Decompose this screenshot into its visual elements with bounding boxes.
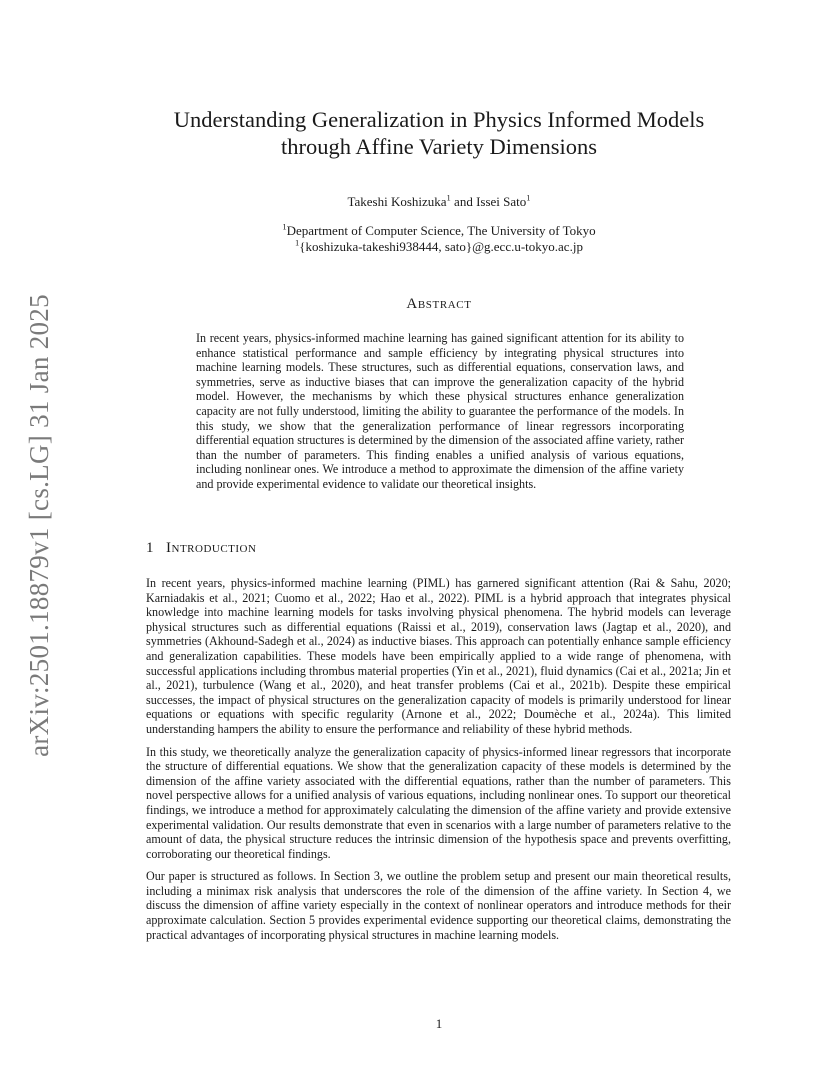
paper-title-line-2: through Affine Variety Dimensions	[280, 134, 597, 159]
section-1-number: 1	[146, 540, 154, 556]
page-number: 1	[435, 1016, 443, 1031]
author-1-affiliation-mark: 1	[446, 192, 451, 203]
affiliation-department: Department of Computer Science, The University of Tokyo	[286, 223, 596, 238]
affiliation-email-line	[100, 239, 778, 255]
author-list	[100, 193, 778, 211]
introduction-paragraph-2: In this study, we theoretically analyze the generalization capacity of physics-informed linear regressors that incorporate the structure of differential equations. We show that the generalization capacity of these models is determined by the dimension of the affine variety associated with the differential equations, rather than the number of parameters. This novel perspective allows for a unified analysis of various equations, including nonlinear ones. To support our theoretical findings, we introduce a method for approximately calculating the dimension of the affine variety and provide extensive experimental validation. Our results demonstrate that even in scenarios with a large number of parameters relative to the amount of data, the physical structure reduces the intrinsic dimension of the hypothesis space and prevents overfitting, corroborating our theoretical findings.	[146, 744, 731, 861]
arxiv-identifier-text: arXiv:2501.18879v1 [cs.LG] 31 Jan 2025	[23, 293, 54, 757]
introduction-body	[146, 576, 731, 950]
paper-title	[100, 106, 778, 160]
abstract-heading: Abstract	[406, 296, 472, 312]
author-emails: {koshizuka-takeshi938444, sato}@g.ecc.u-tokyo.ac.jp	[299, 239, 583, 254]
introduction-paragraph-3: Our paper is structured as follows. In Section 3, we outline the problem setup and present our main theoretical results, including a minimax risk analysis that underscores the role of the dimension of the affine variety. In Section 4, we discuss the dimension of affine variety especially in the context of nonlinear operators and introduce methods for their approximate calculation. Section 5 provides experimental evidence supporting our theoretical claims, demonstrating the practical advantages of incorporating physical structures in machine learning models.	[146, 869, 731, 942]
paper-title-line-1: Understanding Generalization in Physics Informed Models	[173, 107, 705, 132]
section-1-heading	[146, 540, 256, 557]
affiliation-department-line	[100, 223, 778, 239]
author-connector: and	[454, 194, 473, 209]
affiliation-mark: 1	[282, 221, 287, 232]
author-2-affiliation-mark: 1	[526, 192, 531, 203]
author-1-name: Takeshi Koshizuka	[347, 194, 447, 209]
author-2-name: Issei Sato	[476, 194, 527, 209]
arxiv-identifier-stamp	[14, 290, 64, 760]
email-affiliation-mark: 1	[295, 237, 300, 248]
affiliation-block	[100, 223, 778, 255]
section-1-title: Introduction	[166, 540, 257, 556]
introduction-paragraph-1: In recent years, physics-informed machine learning (PIML) has garnered significant attention (Rai & Sahu, 2020; Karniadakis et al., 2021; Cuomo et al., 2022; Hao et al., 2022). PIML is a hybrid approach that integrates physical knowledge into machine learning models for tasks involving physical phenomena. The hybrid models can leverage physical structures such as differential equations (Raissi et al., 2019), conservation laws (Jagtap et al., 2020), and symmetries (Akhound-Sadegh et al., 2024) as inductive biases. This approach can potentially enhance sample efficiency and generalization capabilities. These models have been empirically applied to a wide range of phenomena, with successful applications including thrombus material properties (Yin et al., 2021), fluid dynamics (Cai et al., 2021a; Jin et al., 2021), turbulence (Wang et al., 2020), and heat transfer problems (Cai et al., 2021b). Despite these empirical successes, the impact of physical structures on the generalization capacity of models is primarily understood for linear equations or equations with specific regularity (Arnone et al., 2022; Doumèche et al., 2024a). This limited understanding hampers the ability to ensure the performance and reliability of these hybrid methods.	[146, 576, 731, 736]
abstract-text: In recent years, physics-informed machine learning has gained significant attention for its ability to enhance statistical performance and sample efficiency by integrating physical structures into machine learning models. These structures, such as differential equations, conservation laws, and symmetries, serve as inductive biases that can improve the generalization capacity of the hybrid model. However, the mechanisms by which these physical structures enhance generalization capacity are not fully understood, limiting the ability to guarantee the performance of the models. In this study, we show that the generalization performance of linear regressors incorporating differential equation structures is determined by the dimension of the associated affine variety, rather than the number of parameters. This finding enables a unified analysis of various equations, including nonlinear ones. We introduce a method to approximate the dimension of the affine variety and provide experimental evidence to validate our theoretical insights.	[196, 331, 684, 491]
